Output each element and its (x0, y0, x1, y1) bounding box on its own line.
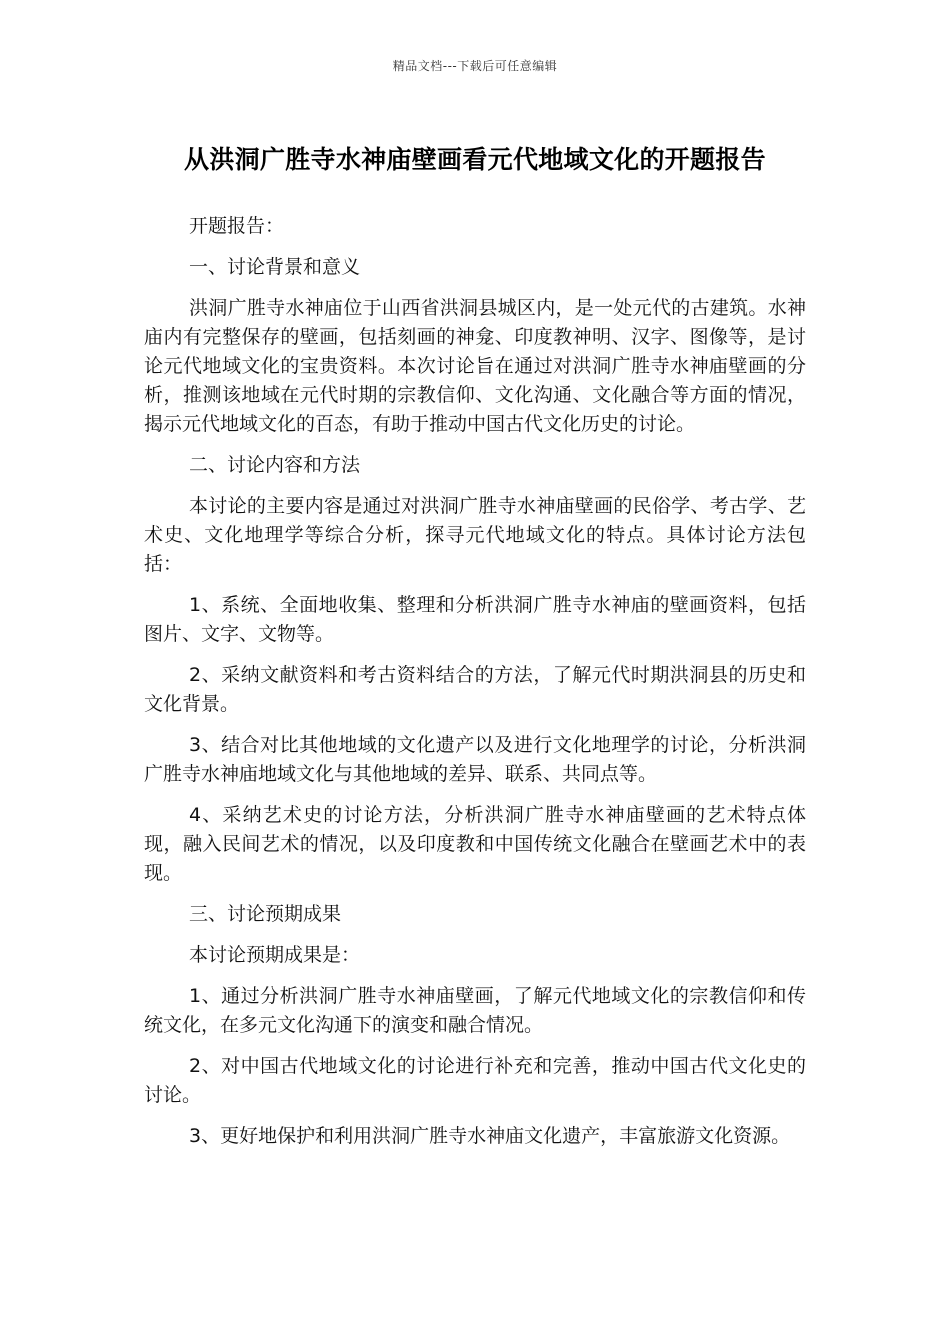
method-item-3: 3、结合对比其他地域的文化遗产以及进行文化地理学的讨论，分析洪洞广胜寺水神庙地域文化与其他地域的差异、联系、共同点等。 (144, 734, 806, 785)
paragraph-background: 洪洞广胜寺水神庙位于山西省洪洞县城区内，是一处元代的古建筑。水神庙内有完整保存的壁画，包括刻画的神龛、印度教神明、汉字、图像等，是讨论元代地域文化的宝贵资料。本次讨论旨在通过对洪洞广胜寺水神庙壁画的分析，推测该地域在元代时期的宗教信仰、文化沟通、文化融合等方面的情况，揭示元代地域文化的百态，有助于推动中国古代文化历史的讨论。 (144, 297, 806, 435)
paragraph-expected-intro: 本讨论预期成果是： (189, 944, 361, 966)
result-item-1: 1、通过分析洪洞广胜寺水神庙壁画，了解元代地域文化的宗教信仰和传统文化，在多元文化沟通下的演变和融合情况。 (144, 985, 806, 1036)
section-heading-expected-results: 三、讨论预期成果 (189, 903, 342, 925)
section-heading-content-method: 二、讨论内容和方法 (189, 454, 361, 476)
method-item-1: 1、系统、全面地收集、整理和分析洪洞广胜寺水神庙的壁画资料，包括图片、文字、文物等。 (144, 594, 806, 645)
paragraph-content-method: 本讨论的主要内容是通过对洪洞广胜寺水神庙壁画的民俗学、考古学、艺术史、文化地理学等综合分析，探寻元代地域文化的特点。具体讨论方法包括： (144, 495, 806, 575)
page-header: 精品文档---下载后可任意编辑 (392, 59, 558, 73)
document-body (144, 212, 806, 1163)
paragraph-report-label: 开题报告： (189, 215, 285, 237)
document-title: 从洪洞广胜寺水神庙壁画看元代地域文化的开题报告 (184, 145, 766, 174)
method-item-2: 2、采纳文献资料和考古资料结合的方法，了解元代时期洪洞县的历史和文化背景。 (144, 664, 806, 715)
method-item-4: 4、采纳艺术史的讨论方法，分析洪洞广胜寺水神庙壁画的艺术特点体现，融入民间艺术的情况，以及印度教和中国传统文化融合在壁画艺术中的表现。 (144, 804, 806, 884)
result-item-3: 3、更好地保护和利用洪洞广胜寺水神庙文化遗产，丰富旅游文化资源。 (189, 1125, 791, 1147)
section-heading-background: 一、讨论背景和意义 (189, 256, 361, 278)
result-item-2: 2、对中国古代地域文化的讨论进行补充和完善，推动中国古代文化史的讨论。 (144, 1055, 806, 1106)
